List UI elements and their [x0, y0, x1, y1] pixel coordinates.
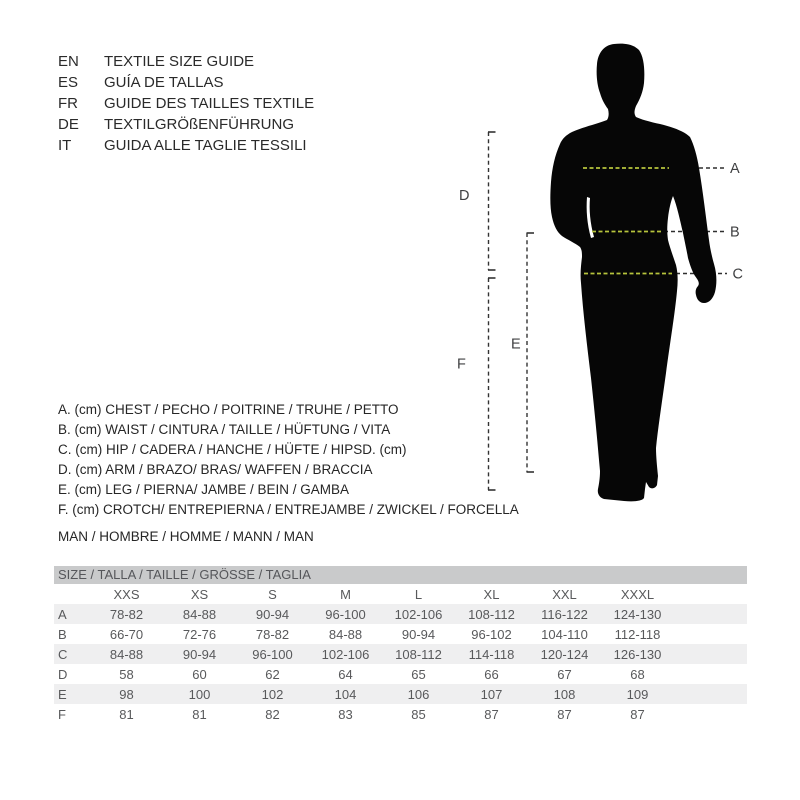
- cell: 84-88: [328, 626, 363, 642]
- guide-title-it: GUIDA ALLE TAGLIE TESSILI: [104, 137, 307, 154]
- row-label: C: [58, 646, 68, 662]
- size-table-header: SIZE / TALLA / TAILLE / GRÖSSE / TAGLIA: [54, 566, 747, 584]
- table-row-b: [54, 624, 747, 644]
- col-header-m: M: [340, 586, 351, 602]
- row-label: B: [58, 626, 67, 642]
- legend-item-waist: B. (cm) WAIST / CINTURA / TAILLE / HÜFTUNG / VITA: [58, 422, 391, 437]
- cell: 102-106: [394, 606, 443, 622]
- cell: 78-82: [255, 626, 290, 642]
- cell: 84-88: [182, 606, 217, 622]
- cell: 66: [484, 666, 499, 682]
- row-label: F: [58, 706, 66, 722]
- cell: 96-100: [325, 606, 366, 622]
- cell: 108: [553, 686, 576, 702]
- cell: 90-94: [255, 606, 290, 622]
- lang-code: DE: [58, 116, 79, 133]
- cell: 87: [557, 706, 572, 722]
- cell: 116-122: [541, 606, 588, 622]
- legend-item-chest: A. (cm) CHEST / PECHO / POITRINE / TRUHE / PETTO: [58, 402, 399, 417]
- lang-row-en: [58, 51, 314, 72]
- lang-code: ES: [58, 74, 79, 91]
- guide-title-de: TEXTILGRÖßENFÜHRUNG: [104, 116, 295, 133]
- table-row-e: [54, 684, 747, 704]
- legend-item-hip: C. (cm) HIP / CADERA / HANCHE / HÜFTE / HIPSD. (cm): [58, 442, 407, 457]
- table-row-f: [54, 704, 747, 724]
- size-column-header-row: [54, 584, 747, 604]
- cell: 100: [188, 686, 211, 702]
- row-label: E: [58, 686, 67, 702]
- cell: 64: [338, 666, 353, 682]
- cell: 104-110: [541, 626, 588, 642]
- cell: 96-100: [252, 646, 293, 662]
- cell: 84-88: [109, 646, 144, 662]
- cell: 87: [484, 706, 499, 722]
- cell: 106: [407, 686, 430, 702]
- measure-label-e: E: [511, 336, 521, 353]
- lang-row-de: [58, 114, 314, 135]
- cell: 96-102: [471, 626, 512, 642]
- cell: 102: [261, 686, 284, 702]
- col-header-l: L: [414, 586, 423, 602]
- table-row-c: [54, 644, 747, 664]
- cell: 124-130: [613, 606, 662, 622]
- cell: 65: [411, 666, 426, 682]
- lang-row-it: [58, 135, 314, 156]
- cell: 90-94: [182, 646, 217, 662]
- col-header-s: S: [268, 586, 277, 602]
- cell: 81: [119, 706, 134, 722]
- cell: 112-118: [614, 626, 661, 642]
- cell: 104: [334, 686, 357, 702]
- cell: 108-112: [468, 606, 515, 622]
- cell: 98: [119, 686, 134, 702]
- lang-code: FR: [58, 95, 78, 112]
- lang-row-es: [58, 72, 314, 93]
- legend-item-crotch: F. (cm) CROTCH/ ENTREPIERNA / ENTREJAMBE / ZWICKEL / FORCELLA: [58, 502, 519, 517]
- gender-line: MAN / HOMBRE / HOMME / MANN / MAN: [58, 529, 314, 544]
- measure-label-d: D: [459, 188, 470, 204]
- col-header-xl: XL: [483, 586, 500, 602]
- cell: 107: [480, 686, 503, 702]
- measure-label-f: F: [457, 356, 466, 373]
- cell: 67: [557, 666, 572, 682]
- lang-code: EN: [58, 53, 79, 70]
- language-title-list: [58, 51, 314, 156]
- cell: 81: [192, 706, 207, 722]
- lang-row-fr: [58, 93, 314, 114]
- measure-label-b: B: [730, 224, 740, 241]
- row-label: A: [58, 606, 67, 622]
- measure-label-c: C: [732, 266, 743, 283]
- cell: 62: [265, 666, 280, 682]
- cell: 85: [411, 706, 426, 722]
- cell: 82: [265, 706, 280, 722]
- cell: 72-76: [182, 626, 217, 642]
- col-header-xxxl: XXXL: [620, 586, 655, 602]
- measurement-legend: [58, 400, 519, 520]
- cell: 90-94: [401, 626, 436, 642]
- guide-title-es: GUÍA DE TALLAS: [104, 74, 224, 91]
- lang-code: IT: [58, 137, 72, 154]
- cell: 83: [338, 706, 353, 722]
- col-header-xxs: XXS: [113, 586, 140, 602]
- guide-title-en: TEXTILE SIZE GUIDE: [104, 53, 255, 70]
- col-header-xs: XS: [190, 586, 209, 602]
- cell: 68: [630, 666, 645, 682]
- table-row-a: [54, 604, 747, 624]
- man-silhouette: [550, 44, 716, 502]
- cell: 126-130: [613, 646, 662, 662]
- guide-title-fr: GUIDE DES TAILLES TEXTILE: [104, 95, 315, 112]
- cell: 109: [626, 686, 649, 702]
- cell: 102-106: [321, 646, 370, 662]
- cell: 60: [192, 666, 207, 682]
- table-row-d: [54, 664, 747, 684]
- cell: 58: [119, 666, 134, 682]
- cell: 120-124: [540, 646, 589, 662]
- col-header-xxl: XXL: [552, 586, 577, 602]
- cell: 114-118: [468, 646, 515, 662]
- cell: 66-70: [109, 626, 144, 642]
- cell: 87: [630, 706, 645, 722]
- row-label: D: [58, 666, 68, 682]
- cell: 108-112: [395, 646, 442, 662]
- legend-item-leg: E. (cm) LEG / PIERNA/ JAMBE / BEIN / GAMBA: [58, 482, 350, 497]
- size-table: [54, 566, 747, 724]
- measure-label-a: A: [730, 161, 740, 177]
- cell: 78-82: [109, 606, 144, 622]
- legend-item-arm: D. (cm) ARM / BRAZO/ BRAS/ WAFFEN / BRACCIA: [58, 462, 373, 477]
